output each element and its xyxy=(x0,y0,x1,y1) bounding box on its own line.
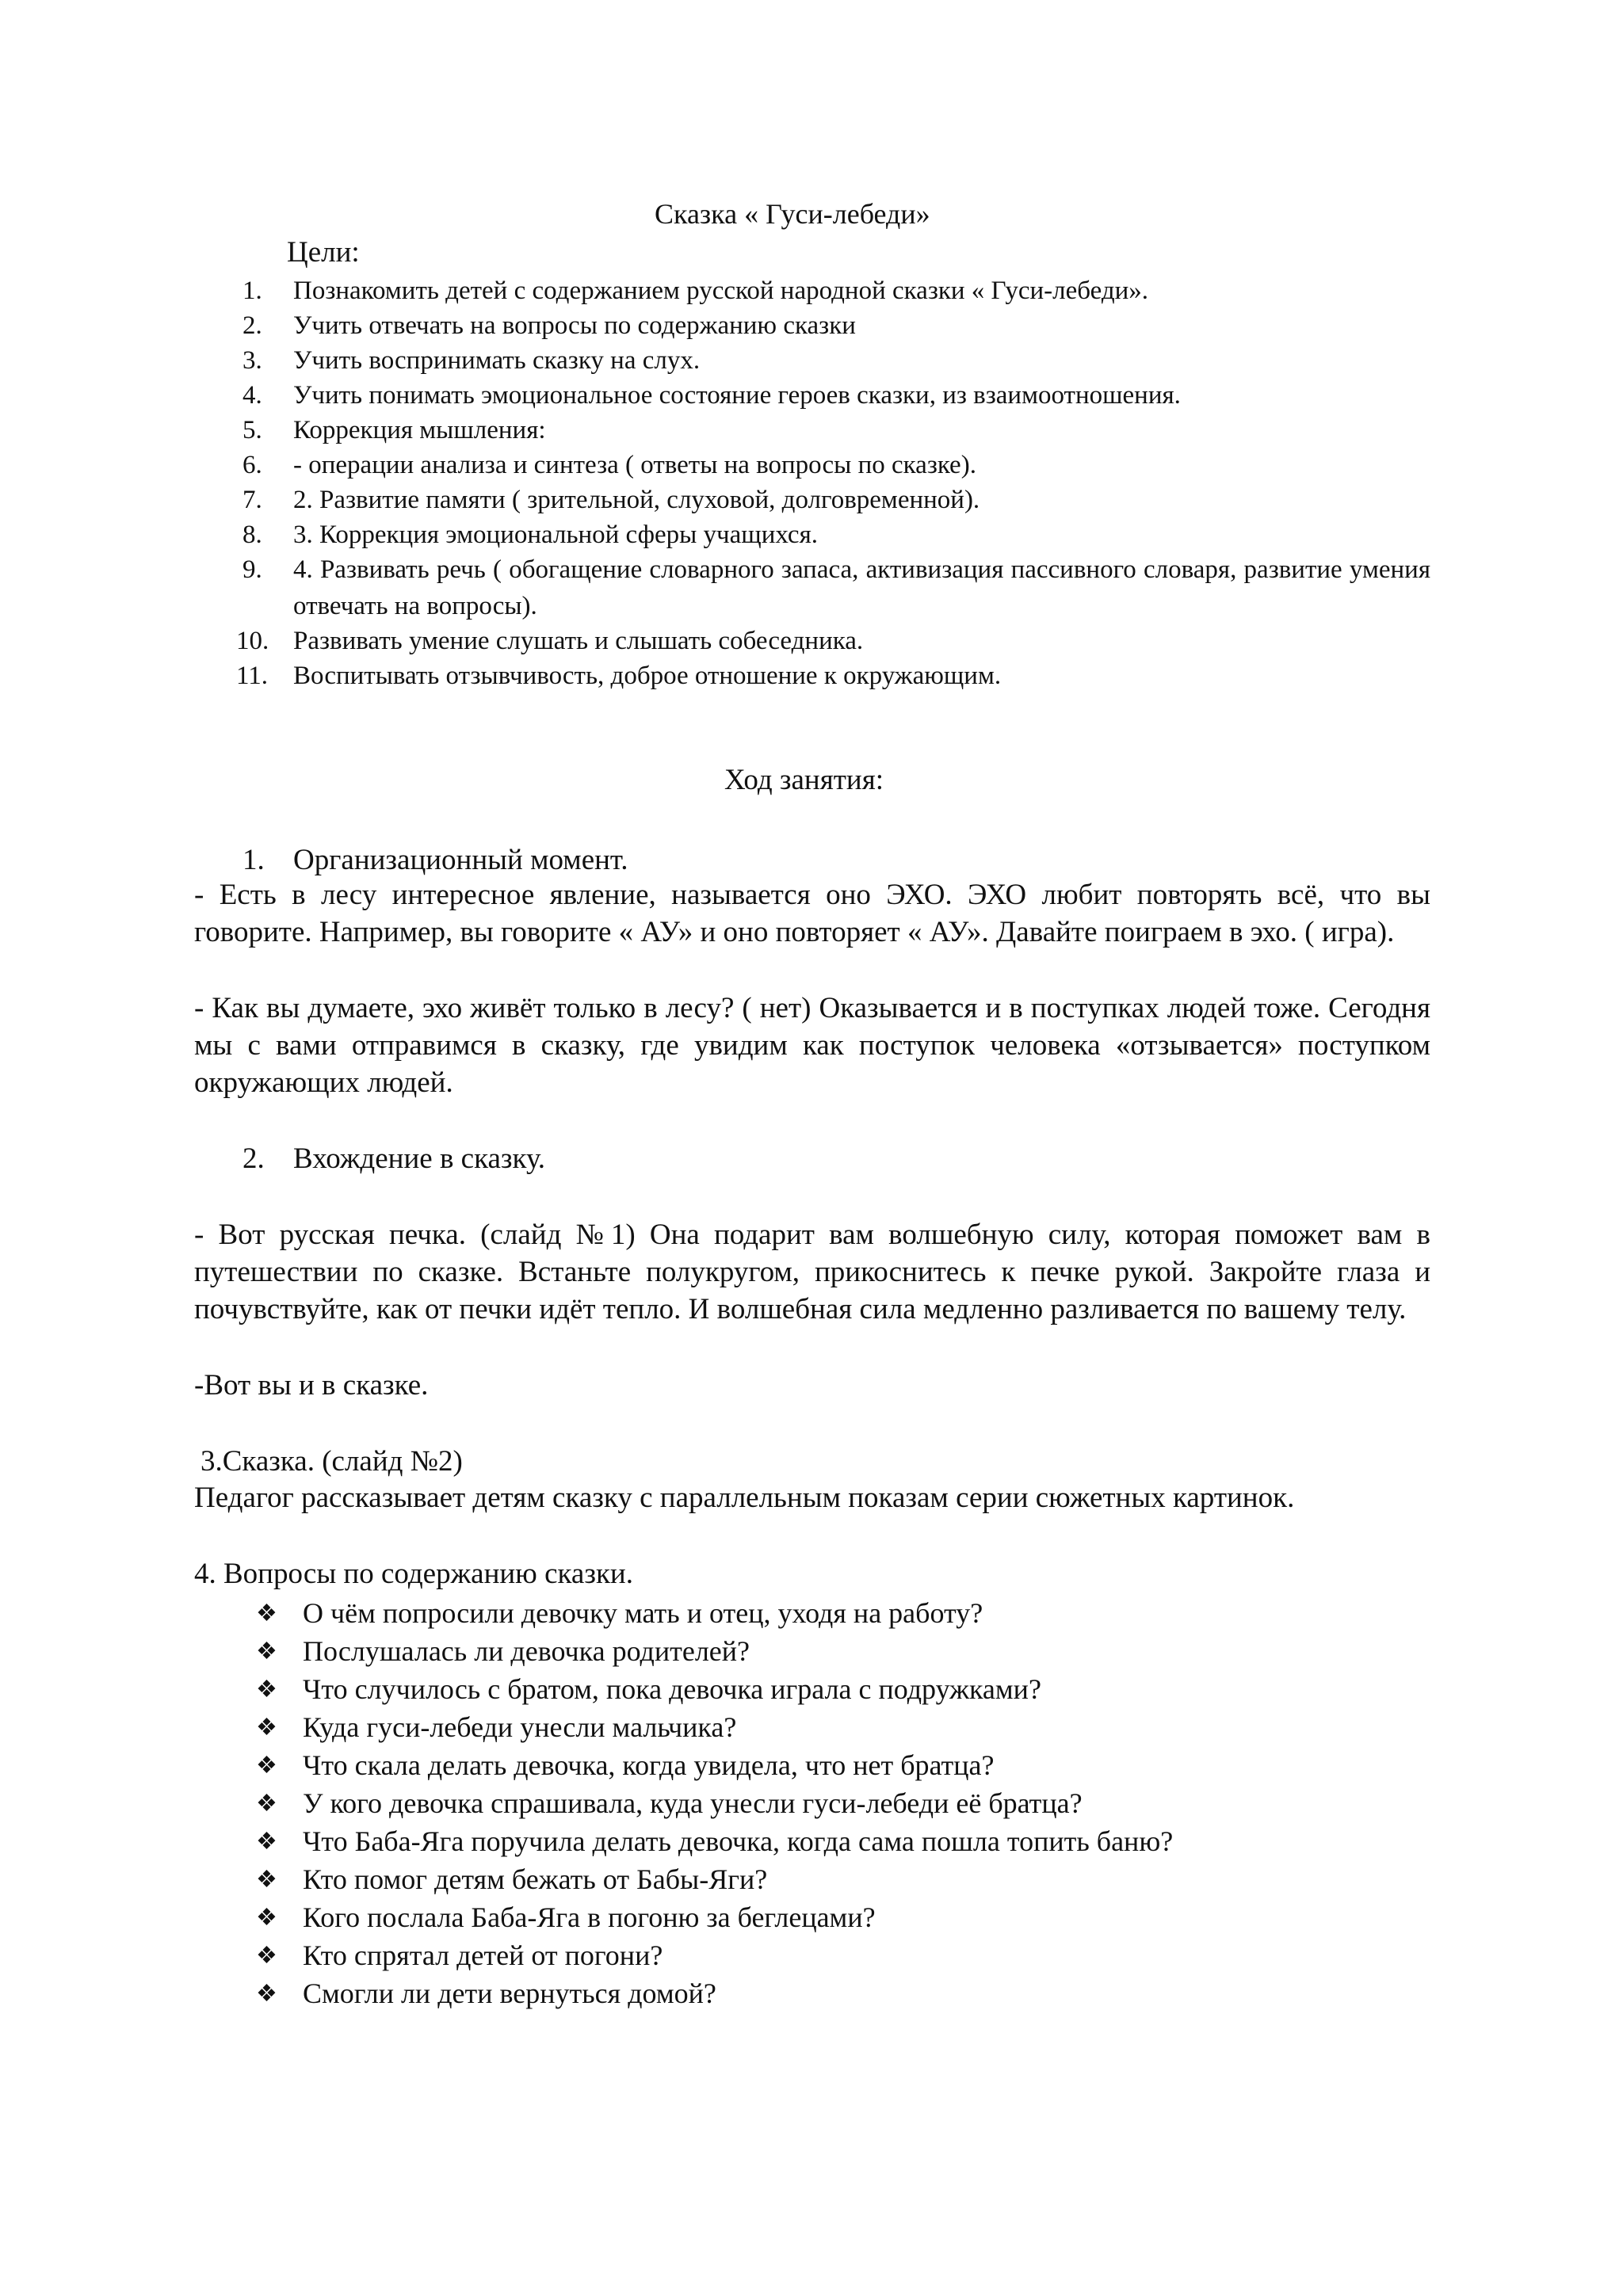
diamond-bullet-icon: ❖ xyxy=(256,1981,277,2007)
question-item: Кого послала Баба-Яга в погоню за беглецами? xyxy=(303,1901,876,1933)
question-item: Кто спрятал детей от погони? xyxy=(303,1939,663,1971)
goal-item: Учить воспринимать сказку на слух. xyxy=(293,346,701,375)
question-item: Что случилось с братом, пока девочка играла с подружками? xyxy=(303,1673,1041,1705)
goal-number: 6. xyxy=(242,451,262,479)
goal-number: 1. xyxy=(242,277,262,305)
goal-number: 8. xyxy=(242,521,262,549)
goal-number: 9. xyxy=(242,555,262,584)
question-item: Что Баба-Яга поручила делать девочка, когда сама пошла топить баню? xyxy=(303,1825,1174,1857)
paragraph: - Вот русская печка. (слайд №1) Она подарит вам волшебную силу, которая поможет вам в путешествии по сказке. Встаньте полукругом, прикоснитесь к печке рукой. Закройте глаза и почувствуйте, как от печки идёт тепло. И волшебная сила медленно разливается по вашему телу. xyxy=(194,1219,1430,1325)
goal-number: 3. xyxy=(242,346,262,375)
diamond-bullet-icon: ❖ xyxy=(256,1791,277,1817)
goal-number: 4. xyxy=(242,381,262,410)
question-item: Куда гуси-лебеди унесли мальчика? xyxy=(303,1711,737,1743)
diamond-bullet-icon: ❖ xyxy=(256,1943,277,1969)
section-number: 2. xyxy=(242,1142,265,1175)
paragraph: -Вот вы и в сказке. xyxy=(194,1369,429,1402)
document-title: Сказка « Гуси-лебеди» xyxy=(655,198,930,230)
diamond-bullet-icon: ❖ xyxy=(256,1676,277,1703)
goal-number: 11. xyxy=(236,662,269,690)
goal-item: Коррекция мышления: xyxy=(293,416,546,444)
goal-item: Познакомить детей с содержанием русской народной сказки « Гуси-лебеди». xyxy=(293,277,1149,305)
paragraph: - Есть в лесу интересное явление, называется оно ЭХО. ЭХО любит повторять всё, что вы говорите. Например, вы говорите « АУ» и оно повторяет « АУ». Давайте поиграем в эхо. ( игра). xyxy=(194,879,1430,948)
diamond-bullet-icon: ❖ xyxy=(256,1600,277,1627)
paragraph: Педагог рассказывает детям сказку с параллельным показам серии сюжетных картинок. xyxy=(194,1482,1295,1514)
diamond-bullet-icon: ❖ xyxy=(256,1905,277,1931)
diamond-bullet-icon: ❖ xyxy=(256,1753,277,1779)
question-item: Кто помог детям бежать от Бабы-Яги? xyxy=(303,1863,768,1895)
diamond-bullet-icon: ❖ xyxy=(256,1638,277,1665)
question-item: О чём попросили девочку мать и отец, уходя на работу? xyxy=(303,1597,983,1629)
goal-item: Воспитывать отзывчивость, доброе отношение к окружающим. xyxy=(293,662,1002,690)
section-number: 1. xyxy=(242,844,265,876)
goal-number: 10. xyxy=(236,627,269,655)
course-heading: Ход занятия: xyxy=(724,764,884,796)
goal-item: Учить понимать эмоциональное состояние героев сказки, из взаимоотношения. xyxy=(293,381,1181,410)
goal-item: Развивать умение слушать и слышать собеседника. xyxy=(293,627,864,655)
question-item: Что скала делать девочка, когда увидела, что нет братца? xyxy=(303,1749,995,1781)
section-title: Организационный момент. xyxy=(293,844,628,876)
goal-item: Учить отвечать на вопросы по содержанию сказки xyxy=(293,311,856,340)
goal-item: - операции анализа и синтеза ( ответы на вопросы по сказке). xyxy=(293,451,976,479)
goal-number: 5. xyxy=(242,416,262,444)
goal-number: 2. xyxy=(242,311,262,340)
diamond-bullet-icon: ❖ xyxy=(256,1867,277,1893)
goal-number: 7. xyxy=(242,486,262,514)
section-title: 4. Вопросы по содержанию сказки. xyxy=(194,1558,633,1590)
goals-heading: Цели: xyxy=(287,236,360,269)
question-item: У кого девочка спрашивала, куда унесли гуси-лебеди её братца? xyxy=(303,1787,1083,1819)
diamond-bullet-icon: ❖ xyxy=(256,1829,277,1855)
diamond-bullet-icon: ❖ xyxy=(256,1714,277,1741)
section-title: 3.Сказка. (слайд №2) xyxy=(200,1445,463,1478)
section-title: Вхождение в сказку. xyxy=(293,1142,546,1175)
goal-item: 4. Развивать речь ( обогащение словарного запаса, активизация пассивного словаря, развитие умения отвечать на вопросы). xyxy=(293,555,1430,620)
paragraph: - Как вы думаете, эхо живёт только в лесу? ( нет) Оказывается и в поступках людей тоже. Сегодня мы с вами отправимся в сказку, где увидим как поступок человека «отзывается» поступком окружающих людей. xyxy=(194,992,1430,1099)
goal-item: 3. Коррекция эмоциональной сферы учащихся. xyxy=(293,521,818,549)
question-item: Смогли ли дети вернуться домой? xyxy=(303,1978,716,2009)
question-item: Послушалась ли девочка родителей? xyxy=(303,1635,750,1667)
goal-item: 2. Развитие памяти ( зрительной, слуховой, долговременной). xyxy=(293,486,980,514)
